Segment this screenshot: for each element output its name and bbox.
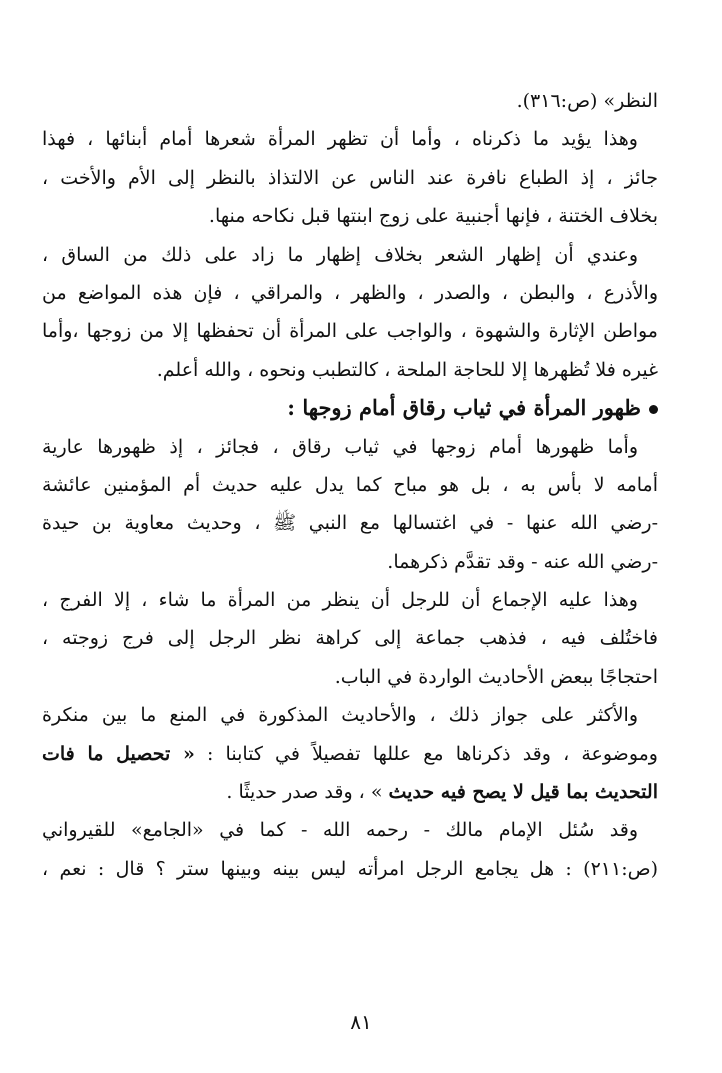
- text-line: والأذرع ، والبطن ، والصدر ، والظهر ، والمراقي ، فإن هذه المواضع من: [42, 281, 658, 304]
- text-line: (ص:٢١١) : هل يجامع الرجل امرأته ليس بينه وبينها ستر ؟ قال : نعم ،: [42, 857, 658, 880]
- text-line: غيره فلا تُظهرها إلا للحاجة الملحة ، كالتطبب ونحوه ، والله أعلم.: [156, 358, 658, 381]
- page-body: [42, 82, 658, 888]
- text-line: وقد سُئل الإمام مالك - رحمه الله - كما في «الجامع» للقيرواني: [42, 819, 638, 842]
- text-line: فاختُلف فيه ، فذهب جماعة إلى كراهة نظر الرجل إلى فرج زوجته ،: [42, 627, 658, 650]
- section-heading: [42, 389, 658, 427]
- text-line-part: » ، وقد صدر حديثًا .: [226, 781, 383, 804]
- text-line: احتجاجًا ببعض الأحاديث الواردة في الباب.: [334, 665, 658, 688]
- text-line-part: وموضوعة ، وقد ذكرناها مع عللها تفصيلاً في كتابنا :: [207, 742, 658, 765]
- book-title: التحديث بما قيل لا يصح فيه حديث: [388, 781, 658, 804]
- text-line: وهذا يؤيد ما ذكرناه ، وأما أن تظهر المرأة شعرها أمام أبنائها ، فهذا: [42, 128, 638, 151]
- text-line: أمامه لا بأس به ، بل هو مباح كما يدل عليه حديث أم المؤمنين عائشة: [42, 473, 658, 496]
- book-title: « تحصيل ما فات: [42, 742, 195, 765]
- section-heading-text: ظهور المرأة في ثياب رقاق أمام زوجها :: [287, 395, 641, 421]
- text-line: وعندي أن إظهار الشعر بخلاف إظهار ما زاد على ذلك من الساق ،: [42, 243, 638, 266]
- text-line: مواطن الإثارة والشهوة ، والواجب على المرأة أن تحفظها إلا من زوجها ،وأما: [42, 320, 658, 343]
- text-line: [42, 773, 658, 811]
- text-line: والأكثر على جواز ذلك ، والأحاديث المذكورة في المنع ما بين منكرة: [42, 704, 638, 727]
- bullet-icon: [649, 405, 658, 414]
- page-number: ٨١: [350, 1010, 372, 1034]
- text-line: -رضي الله عنه - وقد تقدَّم ذكرهما.: [387, 550, 658, 573]
- text-line: بخلاف الختنة ، فإنها أجنبية على زوج ابنتها قبل نكاحه منها.: [208, 205, 658, 228]
- text-line: وأما ظهورها أمام زوجها في ثياب رقاق ، فجائز ، إذ ظهورها عارية: [42, 435, 638, 458]
- text-line: النظر» (ص:٣١٦).: [516, 90, 658, 112]
- text-line: [42, 735, 658, 773]
- text-line: وهذا عليه الإجماع أن للرجل أن ينظر من المرأة ما شاء ، إلا الفرج ،: [42, 589, 638, 612]
- text-line: -رضي الله عنها - في اغتسالها مع النبي ﷺ ، وحديث معاوية بن حيدة: [42, 512, 658, 535]
- text-line: جائز ، إذ الطباع نافرة عند الناس عن الالتذاذ بالنظر إلى الأم والأخت ،: [42, 166, 658, 189]
